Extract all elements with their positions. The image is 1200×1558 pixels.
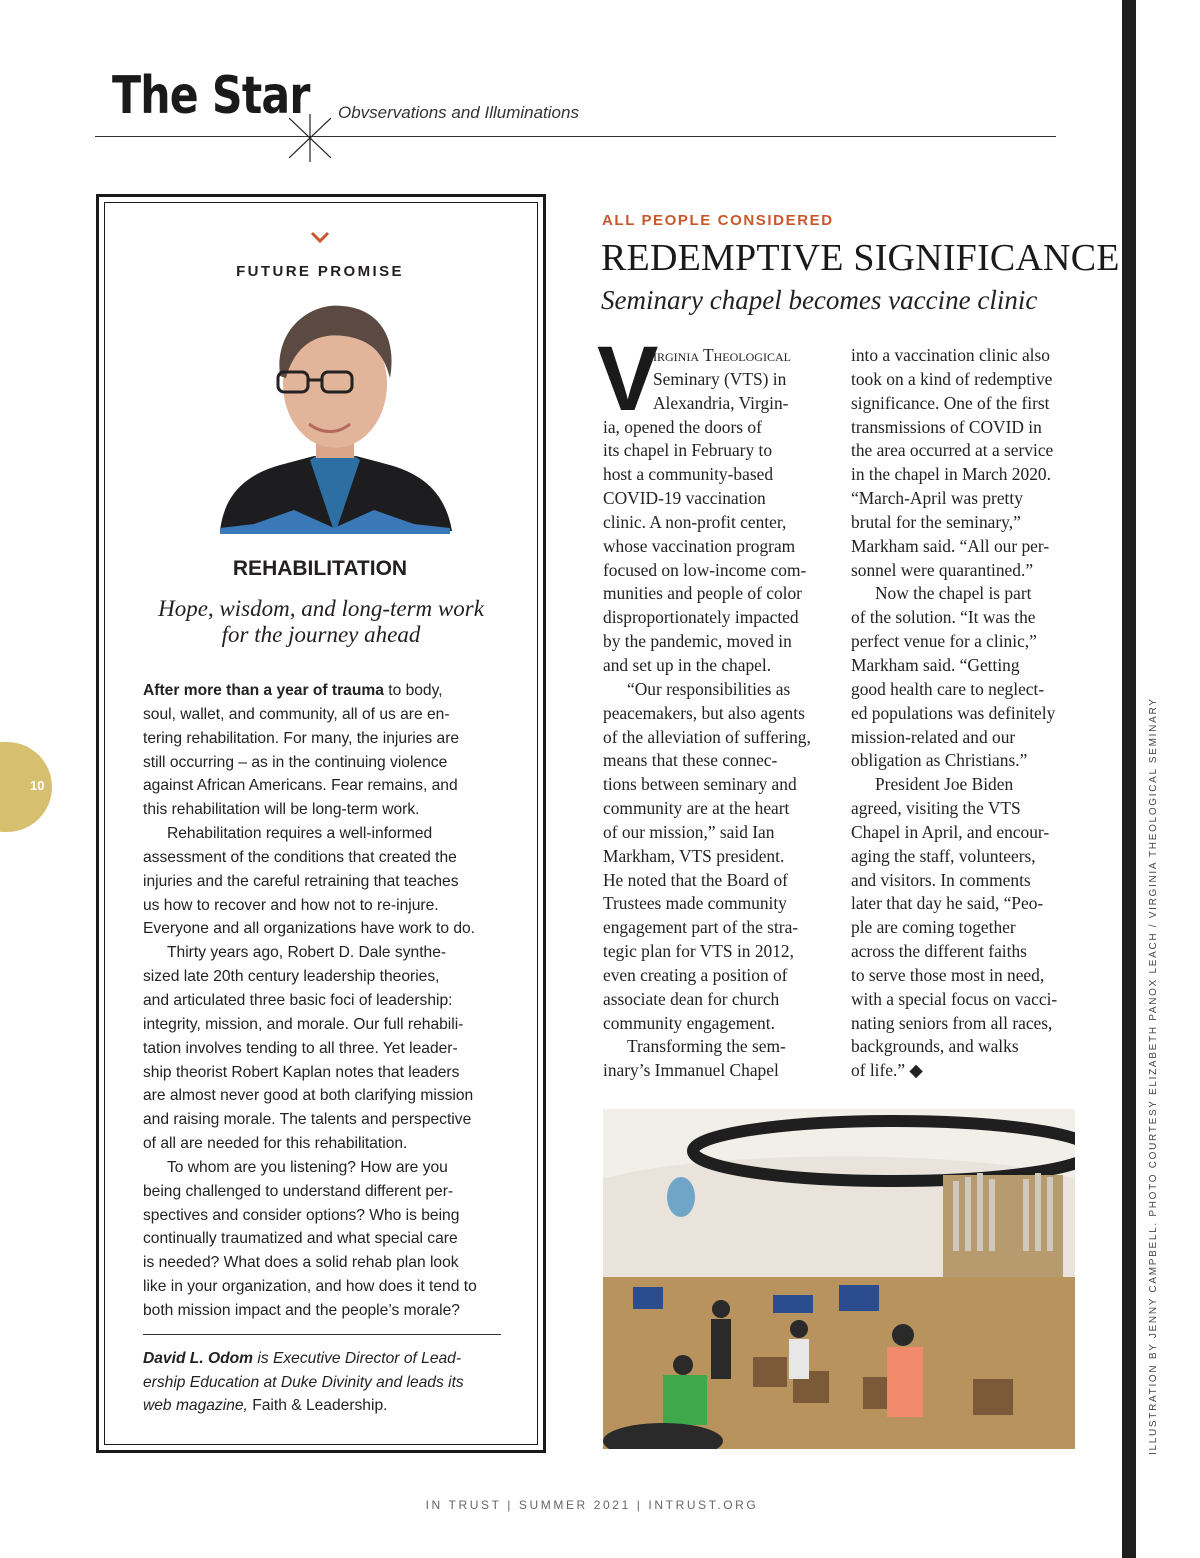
article-kicker: ALL PEOPLE CONSIDERED [602, 212, 834, 229]
article-line: Seminary (VTS) in [653, 368, 787, 389]
article-line: engagement part of the stra- [603, 917, 799, 938]
article-line: later that day he said, “Peo- [851, 893, 1044, 914]
article-line: of life.” ◆ [851, 1060, 923, 1081]
article-line: associate dean for church [603, 988, 780, 1009]
photo-credit: ILLUSTRATION BY JENNY CAMPBELL. PHOTO COURTESY ELIZABETH PANOX LEACH / VIRGINIA THEOLOGICAL SEMINARY [1148, 697, 1159, 1455]
article-line: backgrounds, and walks [851, 1036, 1019, 1057]
article-line: took on a kind of redemptive [851, 368, 1053, 389]
author-bio: David L. Odom is Executive Director of Lead- ership Education at Duke Divinity and leads its web magazine, Faith & Leadership. [143, 1350, 464, 1415]
sidebar-paragraph: After more than a year of trauma to body, soul, wallet, and community, all of us are en- tering rehabilitation. For many, the injuries are still occurring – as in the continuing violence against African Americans. Fear remains, and this rehabilitation will be long-term work. [143, 682, 460, 819]
article-line: aging the staff, volunteers, [851, 845, 1036, 866]
article-line: Markham said. “All our per- [851, 535, 1050, 556]
article-line: obligation as Christians.” [851, 750, 1028, 771]
article-line: inary’s Immanuel Chapel [603, 1060, 779, 1081]
article-line: perfect venue for a clinic,” [851, 631, 1037, 652]
article-line: community are at the heart [603, 798, 790, 819]
article-line: tegic plan for VTS in 2012, [603, 941, 794, 962]
article-line: ed populations was definitely [851, 702, 1056, 723]
article-line: of the solution. “It was the [851, 607, 1036, 628]
article-line: Markham, VTS president. [603, 845, 785, 866]
article-line: of our mission,” said Ian [603, 821, 775, 842]
article-line: irginia Theological [653, 345, 791, 365]
article-line: President Joe Biden [875, 774, 1014, 795]
article-line: whose vaccination program [603, 535, 796, 556]
article-line: Trustees made community [603, 893, 787, 914]
article-line: tions between seminary and [603, 774, 797, 795]
article-column-1 [603, 344, 835, 1083]
article-headline: REDEMPTIVE SIGNIFICANCE [601, 237, 1120, 279]
sidebar-subtitle: Hope, wisdom, and long-term work for the journey ahead [158, 596, 484, 647]
article-line: to serve those most in need, [851, 964, 1045, 985]
article-line: the area occurred at a service [851, 440, 1054, 461]
article-line: peacemakers, but also agents [603, 702, 805, 723]
article-line: community engagement. [603, 1012, 775, 1033]
sidebar-title: REHABILITATION [232, 557, 408, 580]
article-line: ple are coming together [851, 917, 1016, 938]
masthead-rule [95, 136, 1056, 137]
sidebar-paragraph: To whom are you listening? How are you being challenged to understand different per- spectives and consider options? Who is being continually traumatized and what special care is needed? What does a solid rehab plan look like in your organization, and how does it tend to both mission impact and the people’s morale? [143, 1158, 477, 1319]
article-line: munities and people of color [603, 583, 802, 604]
article-line: disproportionately impacted [603, 607, 799, 628]
article-line: agreed, visiting the VTS [851, 798, 1021, 819]
article-line: host a community-based [603, 464, 774, 485]
article-line: ia, opened the doors of [603, 416, 762, 437]
right-edge-bar [1122, 0, 1136, 1558]
article-line: and visitors. In comments [851, 869, 1031, 890]
article-line: Now the chapel is part [875, 583, 1032, 604]
article-line: in the chapel in March 2020. [851, 464, 1051, 485]
article-line: with a special focus on vacci- [851, 988, 1058, 1009]
sidebar-body [143, 679, 505, 1323]
article-dek: Seminary chapel becomes vaccine clinic [601, 285, 1038, 315]
article-line: clinic. A non-profit center, [603, 511, 787, 532]
article-line: mission-related and our [851, 726, 1016, 747]
article-line: “Our responsibilities as [627, 678, 791, 699]
article-line: Transforming the sem- [627, 1036, 786, 1057]
article-line: Chapel in April, and encour- [851, 821, 1050, 842]
sidebar-paragraph: Rehabilitation requires a well-informed assessment of the conditions that created the injuries and the careful retraining that teaches us how to recover and how not to re-injure. Everyone and all organizations have work to do. [143, 825, 475, 938]
article-line: nating seniors from all races, [851, 1012, 1053, 1033]
sidebar-paragraph: Thirty years ago, Robert D. Dale synthe- sized late 20th century leadership theories, and articulated three basic foci of leadership: integrity, mission, and morale. Our full rehabili- tation involves tending to all three. Yet leader- ship theorist Robert Kaplan notes that leaders are almost never good at both clarifying mission and raising morale. The talents and perspective of all are needed for this rehabilitation. [143, 944, 474, 1153]
masthead-title: The Star [112, 66, 310, 126]
article-column-2 [851, 344, 1083, 1083]
article-line: COVID-19 vaccination [603, 488, 766, 509]
article-line: Markham said. “Getting [851, 654, 1020, 675]
article-line: significance. One of the first [851, 392, 1050, 413]
article-line: “March-April was pretty [851, 488, 1023, 509]
article-line: transmissions of COVID in [851, 416, 1042, 437]
article-line: brutal for the seminary,” [851, 511, 1021, 532]
article-line: even creating a position of [603, 964, 788, 985]
star-icon [289, 114, 331, 162]
article-line: by the pandemic, moved in [603, 631, 792, 652]
page-footer: IN TRUST | SUMMER 2021 | INTRUST.ORG [425, 1498, 759, 1512]
article-line: He noted that the Board of [603, 869, 788, 890]
article-line: across the different faiths [851, 941, 1027, 962]
page-number: 10 [30, 778, 45, 793]
drop-cap: V [597, 328, 659, 430]
article-line: means that these connec- [603, 750, 778, 771]
sidebar-kicker: FUTURE PROMISE [236, 263, 404, 280]
article-line: into a vaccination clinic also [851, 345, 1050, 365]
article-line: of the alleviation of suffering, [603, 726, 811, 747]
bio-rule [143, 1334, 501, 1335]
chevron-down-icon [310, 230, 330, 244]
article-line: good health care to neglect- [851, 678, 1045, 699]
article-line: its chapel in February to [603, 440, 773, 461]
article-line: Alexandria, Virgin- [653, 392, 789, 413]
masthead-tagline: Obvservations and Illuminations [338, 103, 579, 122]
article-line: and set up in the chapel. [603, 654, 772, 675]
article-line: focused on low-income com- [603, 559, 807, 580]
chapel-clinic-photo [603, 1109, 1075, 1449]
article-line: sonnel were quarantined.” [851, 559, 1034, 580]
author-portrait [214, 296, 456, 540]
